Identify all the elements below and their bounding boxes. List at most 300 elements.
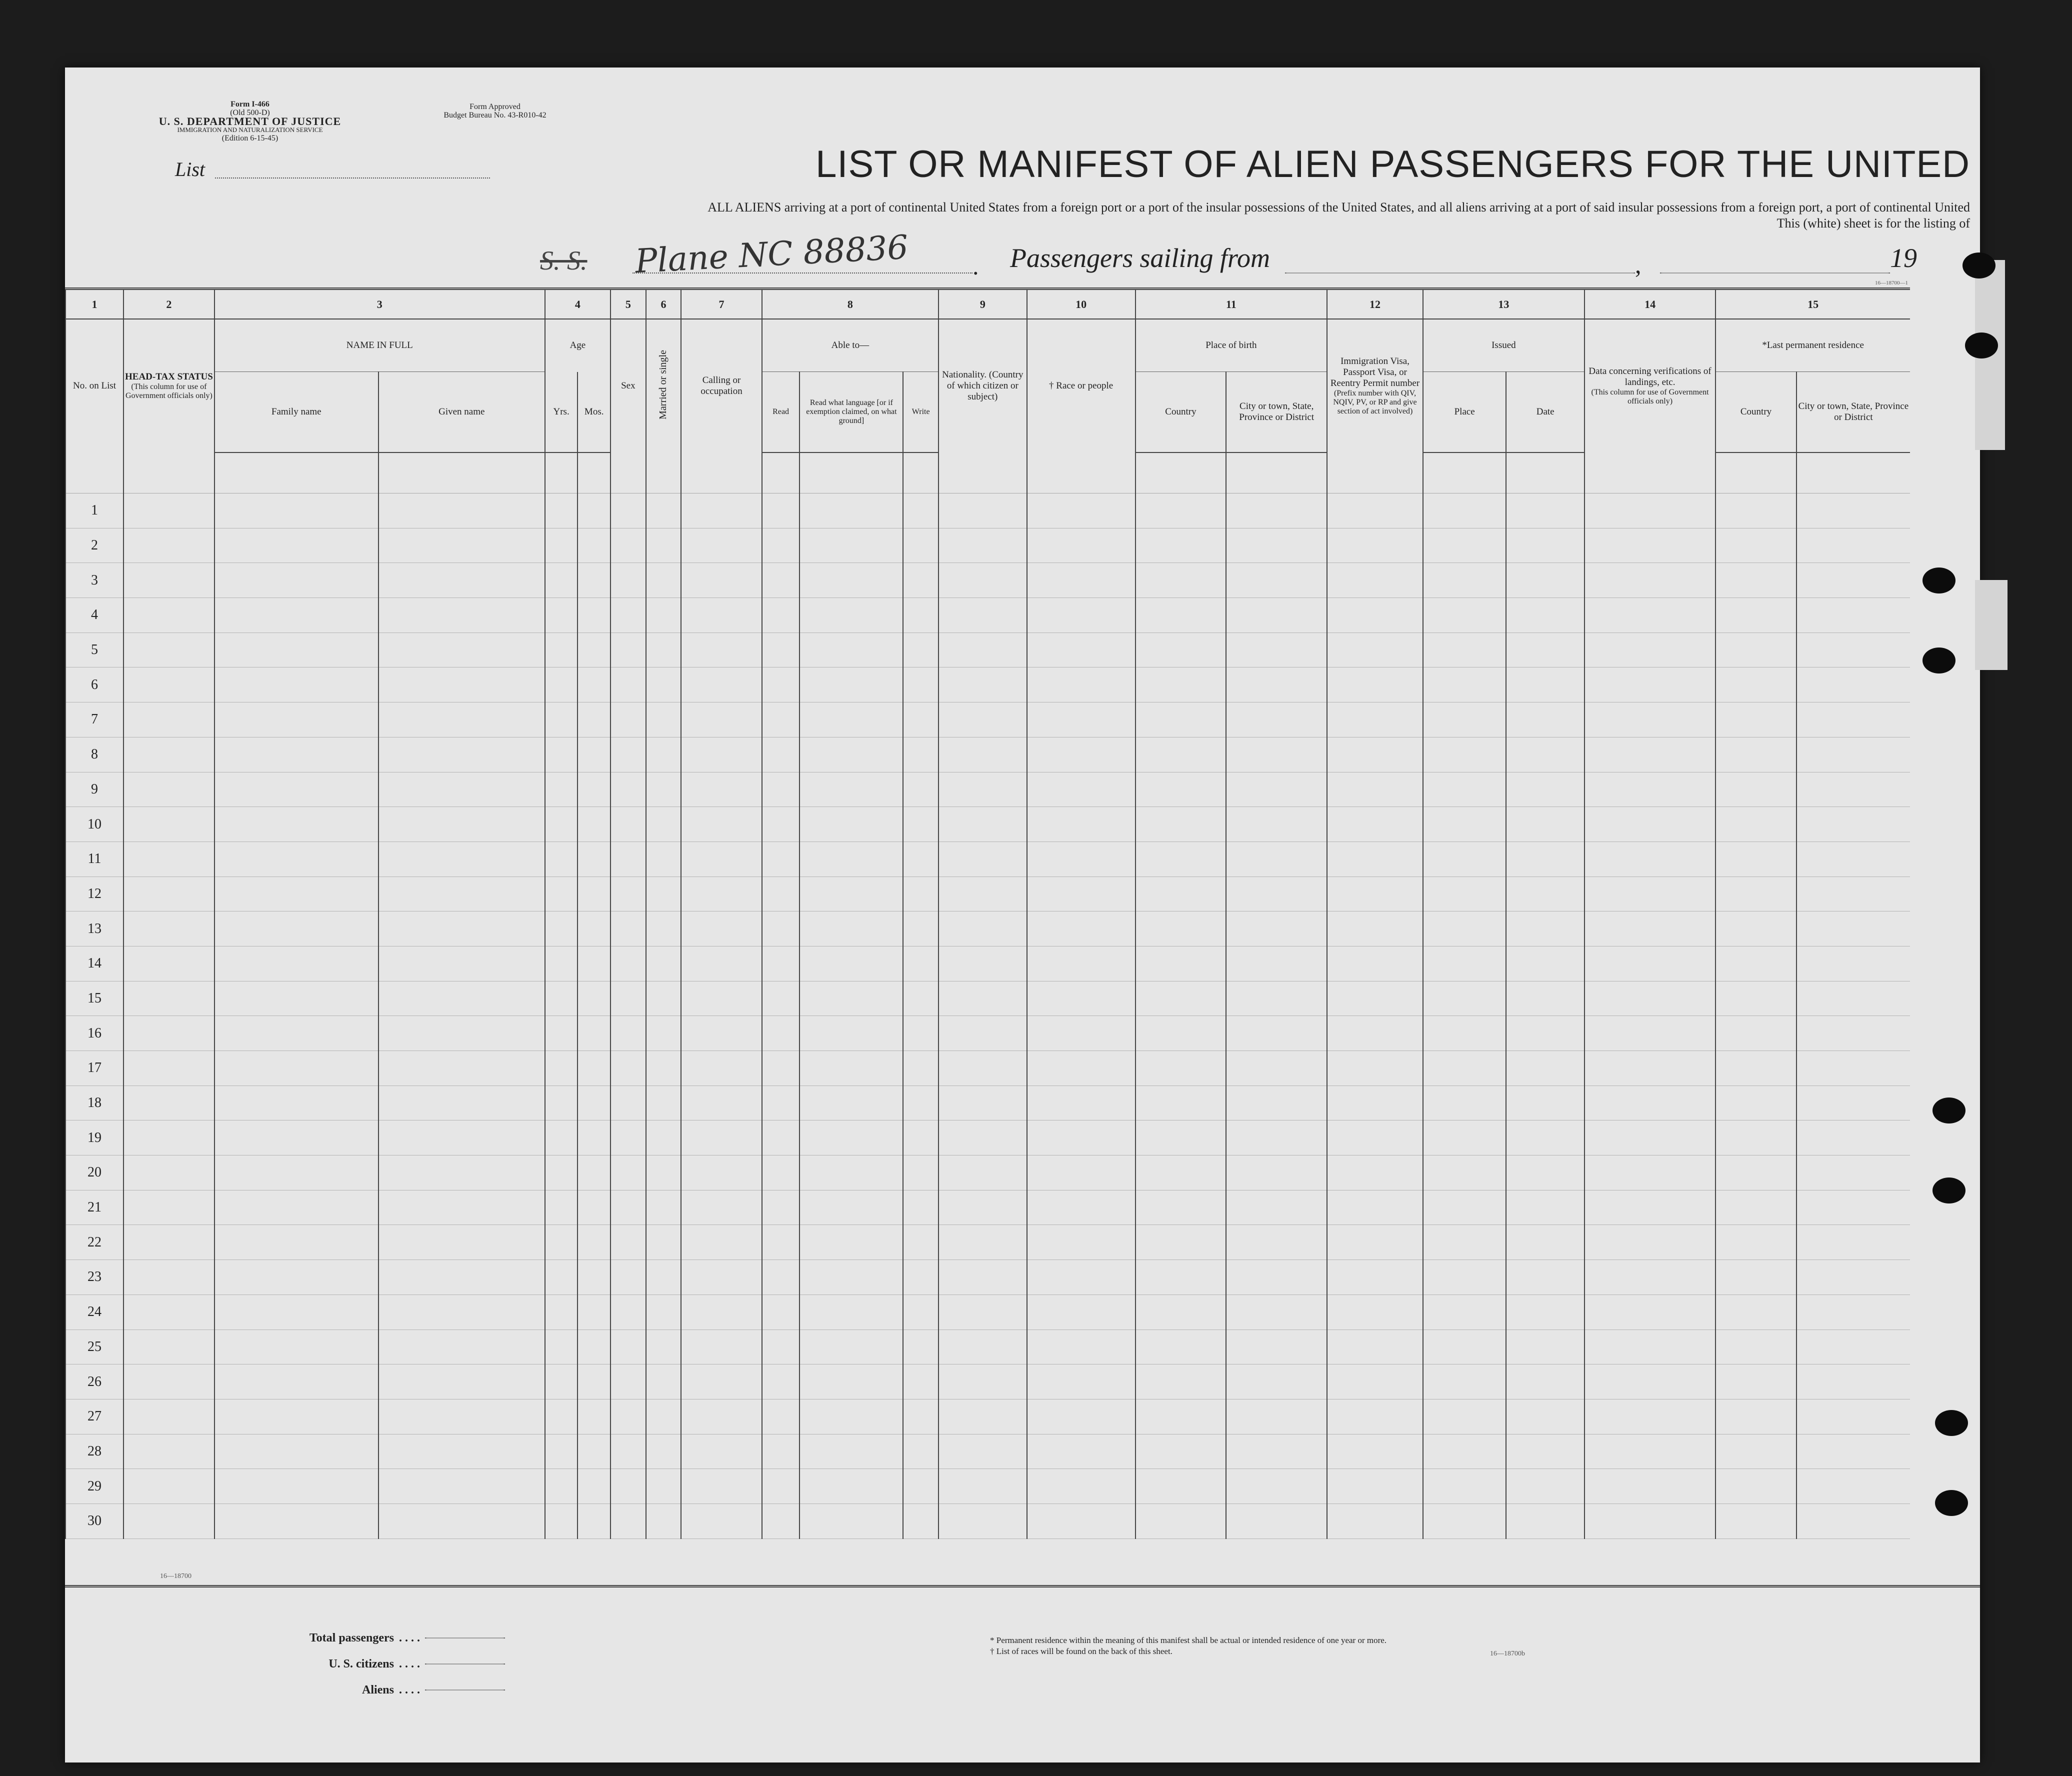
table-cell [1716,807,1796,842]
table-cell [1327,1260,1423,1295]
table-cell [610,1086,646,1120]
table-cell [1506,876,1584,912]
table-cell [214,1469,378,1504]
table-cell [762,946,800,981]
table-cell [1796,1225,1910,1260]
row-number: 11 [66,842,124,876]
table-cell [545,598,578,633]
table-cell [681,1399,762,1434]
row-number: 4 [66,598,124,633]
table-cell [545,632,578,668]
row-number: 21 [66,1190,124,1225]
table-cell [938,1364,1027,1400]
table-cell [1027,737,1136,772]
table-cell [1226,1364,1327,1400]
table-cell [681,632,762,668]
table-cell [1423,1156,1506,1190]
table-cell [1027,1504,1136,1538]
period-mark: . [972,252,979,280]
table-cell [1716,1330,1796,1364]
table-cell [1423,1330,1506,1364]
table-cell [1584,1364,1716,1400]
table-cell [1327,1434,1423,1469]
total-passengers-dots: . . . . [399,1632,420,1644]
table-cell [1327,1504,1423,1538]
table-cell [1226,598,1327,633]
table-cell [1796,807,1910,842]
table-cell [124,1434,214,1469]
table-cell [938,1294,1027,1330]
table-cell [903,1190,938,1225]
col-number-2: 2 [124,289,214,320]
table-cell [578,1086,610,1120]
table-cell [681,1364,762,1400]
table-cell [1716,598,1796,633]
table-cell [646,1051,682,1086]
table-row [66,1086,1910,1120]
table-cell [1506,1156,1584,1190]
table-cell [1423,598,1506,633]
table-cell [1027,528,1136,563]
table-cell [1136,946,1226,981]
table-cell [610,1434,646,1469]
table-cell [681,1120,762,1156]
table-cell [378,1330,545,1364]
table-cell [1327,528,1423,563]
table-cell [800,494,903,528]
table-cell [938,981,1027,1016]
table-cell [1584,1225,1716,1260]
table-cell [681,1156,762,1190]
table-cell [124,1120,214,1156]
table-cell [124,737,214,772]
table-cell [1796,876,1910,912]
table-cell [214,772,378,807]
table-cell [1796,528,1910,563]
table-cell [1327,1051,1423,1086]
table-cell [646,1469,682,1504]
table-cell [610,1330,646,1364]
table-cell [1226,1016,1327,1051]
age-header: Age [545,319,610,372]
table-cell [903,1016,938,1051]
row-number: 9 [66,772,124,807]
table-cell [610,842,646,876]
table-cell [681,1051,762,1086]
table-row [66,1260,1910,1295]
table-cell [800,1156,903,1190]
table-cell [1506,1434,1584,1469]
row-number: 13 [66,912,124,946]
table-cell [1584,563,1716,598]
table-cell [1027,1434,1136,1469]
row-number: 8 [66,737,124,772]
residence-country-header: Country [1716,372,1796,453]
table-cell [681,598,762,633]
table-cell [610,598,646,633]
table-cell [1327,1330,1423,1364]
col-number-1: 1 [66,289,124,320]
table-cell [1423,1504,1506,1538]
table-cell [1584,946,1716,981]
table-cell [762,1120,800,1156]
table-cell [214,1051,378,1086]
table-cell [1226,1469,1327,1504]
table-cell [214,598,378,633]
table-cell [1716,772,1796,807]
table-cell [1136,632,1226,668]
table-cell [1423,1469,1506,1504]
calling-occupation-header: Calling or occupation [681,319,762,452]
table-cell [800,807,903,842]
table-row [66,1190,1910,1225]
table-cell [1716,632,1796,668]
family-name-header: Family name [214,372,378,453]
row-number: 27 [66,1399,124,1434]
table-cell [646,737,682,772]
table-cell [646,1330,682,1364]
residence-city-header: City or town, State, Province or District [1796,372,1910,453]
table-cell [646,981,682,1016]
table-cell [610,737,646,772]
table-cell [646,702,682,738]
table-cell [800,1469,903,1504]
table-row [66,1016,1910,1051]
col-number-12: 12 [1327,289,1423,320]
table-cell [1027,1364,1136,1400]
table-cell [800,1294,903,1330]
table-cell [1027,1399,1136,1434]
table-cell [903,1225,938,1260]
table-cell [938,1120,1027,1156]
table-cell [1027,563,1136,598]
table-cell [938,1260,1027,1295]
table-cell [1136,1469,1226,1504]
table-cell [1226,1260,1327,1295]
form-approved-label: Form Approved [470,102,520,111]
table-cell [378,1364,545,1400]
able-to-header: Able to— [762,319,938,372]
manifest-sheet [65,68,1980,1762]
table-cell [762,737,800,772]
total-passengers-label: Total passengers [309,1632,394,1644]
table-cell [1327,1364,1423,1400]
table-cell [681,1504,762,1538]
table-cell [1506,668,1584,702]
table-cell [762,1504,800,1538]
table-cell [578,1364,610,1400]
row-number: 28 [66,1434,124,1469]
table-cell [1796,563,1910,598]
table-cell [1506,1016,1584,1051]
table-cell [1327,1156,1423,1190]
table-cell [762,1016,800,1051]
table-cell [214,1364,378,1400]
table-cell [1796,1294,1910,1330]
table-cell [1327,702,1423,738]
table-cell [1796,1016,1910,1051]
table-cell [1423,668,1506,702]
table-cell [378,528,545,563]
table-cell [646,1120,682,1156]
table-cell [578,563,610,598]
table-cell [1136,702,1226,738]
table-cell [1423,494,1506,528]
table-cell [1584,737,1716,772]
table-cell [214,668,378,702]
table-cell [610,1399,646,1434]
table-row [66,1051,1910,1086]
table-cell [578,632,610,668]
table-cell [938,1504,1027,1538]
table-cell [1796,1399,1910,1434]
table-cell [1584,842,1716,876]
table-row [66,528,1910,563]
table-cell [578,876,610,912]
service-name: IMMIGRATION AND NATURALIZATION SERVICE [177,126,323,134]
table-cell [1136,1434,1226,1469]
table-cell [578,1016,610,1051]
edition-date: (Edition 6-15-45) [222,134,278,142]
instructions-line-1: ALL ALIENS arriving at a port of continental United States from a foreign port or a port of the insular possessions of the United States, and all aliens arriving at a port of said insular possessions from a foreign port, a port of continental United [708,200,1970,214]
table-cell [1716,528,1796,563]
table-cell [1716,1120,1796,1156]
head-tax-header: HEAD-TAX STATUS (This column for use of Government officials only) [124,319,214,452]
table-cell [762,1086,800,1120]
table-cell [214,737,378,772]
table-cell [1506,1294,1584,1330]
table-cell [681,912,762,946]
table-cell [1027,981,1136,1016]
footnote-races: † List of races will be found on the back of this sheet. [990,1646,1172,1656]
punch-hole [1922,648,1956,674]
table-cell [1027,1190,1136,1225]
table-cell [938,1225,1027,1260]
table-cell [800,1364,903,1400]
table-row [66,1504,1910,1538]
name-in-full-header: NAME IN FULL [214,319,545,372]
table-cell [214,981,378,1016]
table-cell [1226,494,1327,528]
table-cell [903,1330,938,1364]
table-cell [762,1051,800,1086]
table-cell [545,1190,578,1225]
table-cell [578,807,610,842]
table-cell [610,702,646,738]
table-cell [1327,1190,1423,1225]
table-cell [1716,1051,1796,1086]
table-cell [681,1434,762,1469]
table-cell [1584,1399,1716,1434]
table-cell [1327,1469,1423,1504]
print-code-left: 16—18700 [160,1572,192,1580]
table-cell [1716,981,1796,1016]
sex-header: Sex [610,319,646,452]
table-cell [1136,1225,1226,1260]
table-cell [1506,528,1584,563]
table-cell [1584,1051,1716,1086]
comma-mark: , [1635,250,1642,278]
table-cell [903,772,938,807]
table-cell [646,946,682,981]
table-cell [1327,842,1423,876]
table-cell [1716,1156,1796,1190]
table-cell [1136,668,1226,702]
table-cell [762,563,800,598]
last-residence-header: *Last permanent residence [1716,319,1910,372]
table-row [66,1156,1910,1190]
table-cell [578,1469,610,1504]
read-language-header: Read what language [or if exemption claimed, on what ground] [800,372,903,453]
table-cell [1423,876,1506,912]
table-cell [903,1364,938,1400]
department-name: U. S. DEPARTMENT OF JUSTICE [158,115,342,128]
vessel-name-handwritten: Plane NC 88836 [634,228,910,281]
table-cell [800,563,903,598]
col-number-14: 14 [1584,289,1716,320]
table-cell [1506,912,1584,946]
table-cell [1136,1260,1226,1295]
table-cell [1423,702,1506,738]
row-number: 14 [66,946,124,981]
table-cell [681,1086,762,1120]
table-cell [1506,702,1584,738]
table-cell [646,1190,682,1225]
table-cell [646,1434,682,1469]
table-cell [124,807,214,842]
bottom-rule [65,1585,1980,1588]
column-number-row [66,289,1910,320]
col-number-13: 13 [1423,289,1584,320]
table-cell [938,876,1027,912]
table-cell [800,842,903,876]
table-cell [903,1294,938,1330]
table-cell [646,632,682,668]
table-cell [1796,668,1910,702]
table-cell [610,1120,646,1156]
table-cell [903,876,938,912]
table-cell [378,842,545,876]
table-cell [1226,1225,1327,1260]
table-cell [1796,842,1910,876]
table-cell [1506,1120,1584,1156]
table-cell [610,981,646,1016]
table-cell [1423,1190,1506,1225]
list-label: List [175,158,206,180]
table-cell [1136,1156,1226,1190]
header-row-1 [66,319,1910,372]
table-cell [1584,1260,1716,1295]
table-cell [214,1434,378,1469]
table-cell [681,876,762,912]
table-cell [378,632,545,668]
form-approval [390,102,600,120]
table-cell [214,876,378,912]
col-number-9: 9 [938,289,1027,320]
table-cell [1136,1504,1226,1538]
table-cell [214,1156,378,1190]
table-cell [1027,912,1136,946]
table-cell [378,981,545,1016]
table-cell [1423,563,1506,598]
table-row [66,1120,1910,1156]
table-cell [378,807,545,842]
footnote-residence: * Permanent residence within the meaning of this manifest shall be actual or intended residence of one year or more. [990,1636,1387,1645]
table-cell [578,981,610,1016]
table-cell [762,1399,800,1434]
table-cell [1027,1260,1136,1295]
table-cell [1796,1504,1910,1538]
table-cell [762,1364,800,1400]
table-cell [545,1330,578,1364]
table-cell [378,1016,545,1051]
table-cell [1136,598,1226,633]
table-cell [214,528,378,563]
table-cell [1226,1190,1327,1225]
table-cell [378,772,545,807]
table-cell [1327,1120,1423,1156]
table-cell [1584,632,1716,668]
table-cell [1716,876,1796,912]
table-cell [1796,981,1910,1016]
table-cell [1506,1051,1584,1086]
table-row [66,842,1910,876]
issued-date-header: Date [1506,372,1584,453]
table-cell [903,1434,938,1469]
table-cell [1506,1260,1584,1295]
table-cell [124,912,214,946]
table-cell [938,1156,1027,1190]
table-cell [1584,807,1716,842]
table-cell [762,1469,800,1504]
row-number: 7 [66,702,124,738]
table-cell [578,1190,610,1225]
table-cell [378,876,545,912]
table-cell [1423,842,1506,876]
table-cell [1027,1120,1136,1156]
table-cell [1716,1364,1796,1400]
table-cell [1423,1120,1506,1156]
table-cell [545,876,578,912]
year-prefix: 19 [1890,243,1917,273]
row-number: 5 [66,632,124,668]
table-cell [903,807,938,842]
table-cell [1796,1260,1910,1295]
table-cell [545,737,578,772]
table-cell [214,1016,378,1051]
table-cell [938,737,1027,772]
table-cell [903,1120,938,1156]
table-cell [124,1469,214,1504]
table-cell [800,702,903,738]
table-cell [1226,1294,1327,1330]
table-cell [938,563,1027,598]
col-number-7: 7 [681,289,762,320]
table-cell [378,1434,545,1469]
table-cell [646,807,682,842]
table-cell [1796,1469,1910,1504]
table-cell [903,528,938,563]
table-cell [578,842,610,876]
table-cell [800,1434,903,1469]
table-cell [1136,1330,1226,1364]
table-cell [646,772,682,807]
table-cell [903,563,938,598]
table-row [66,1364,1910,1400]
table-cell [124,563,214,598]
table-cell [646,1504,682,1538]
table-cell [545,807,578,842]
